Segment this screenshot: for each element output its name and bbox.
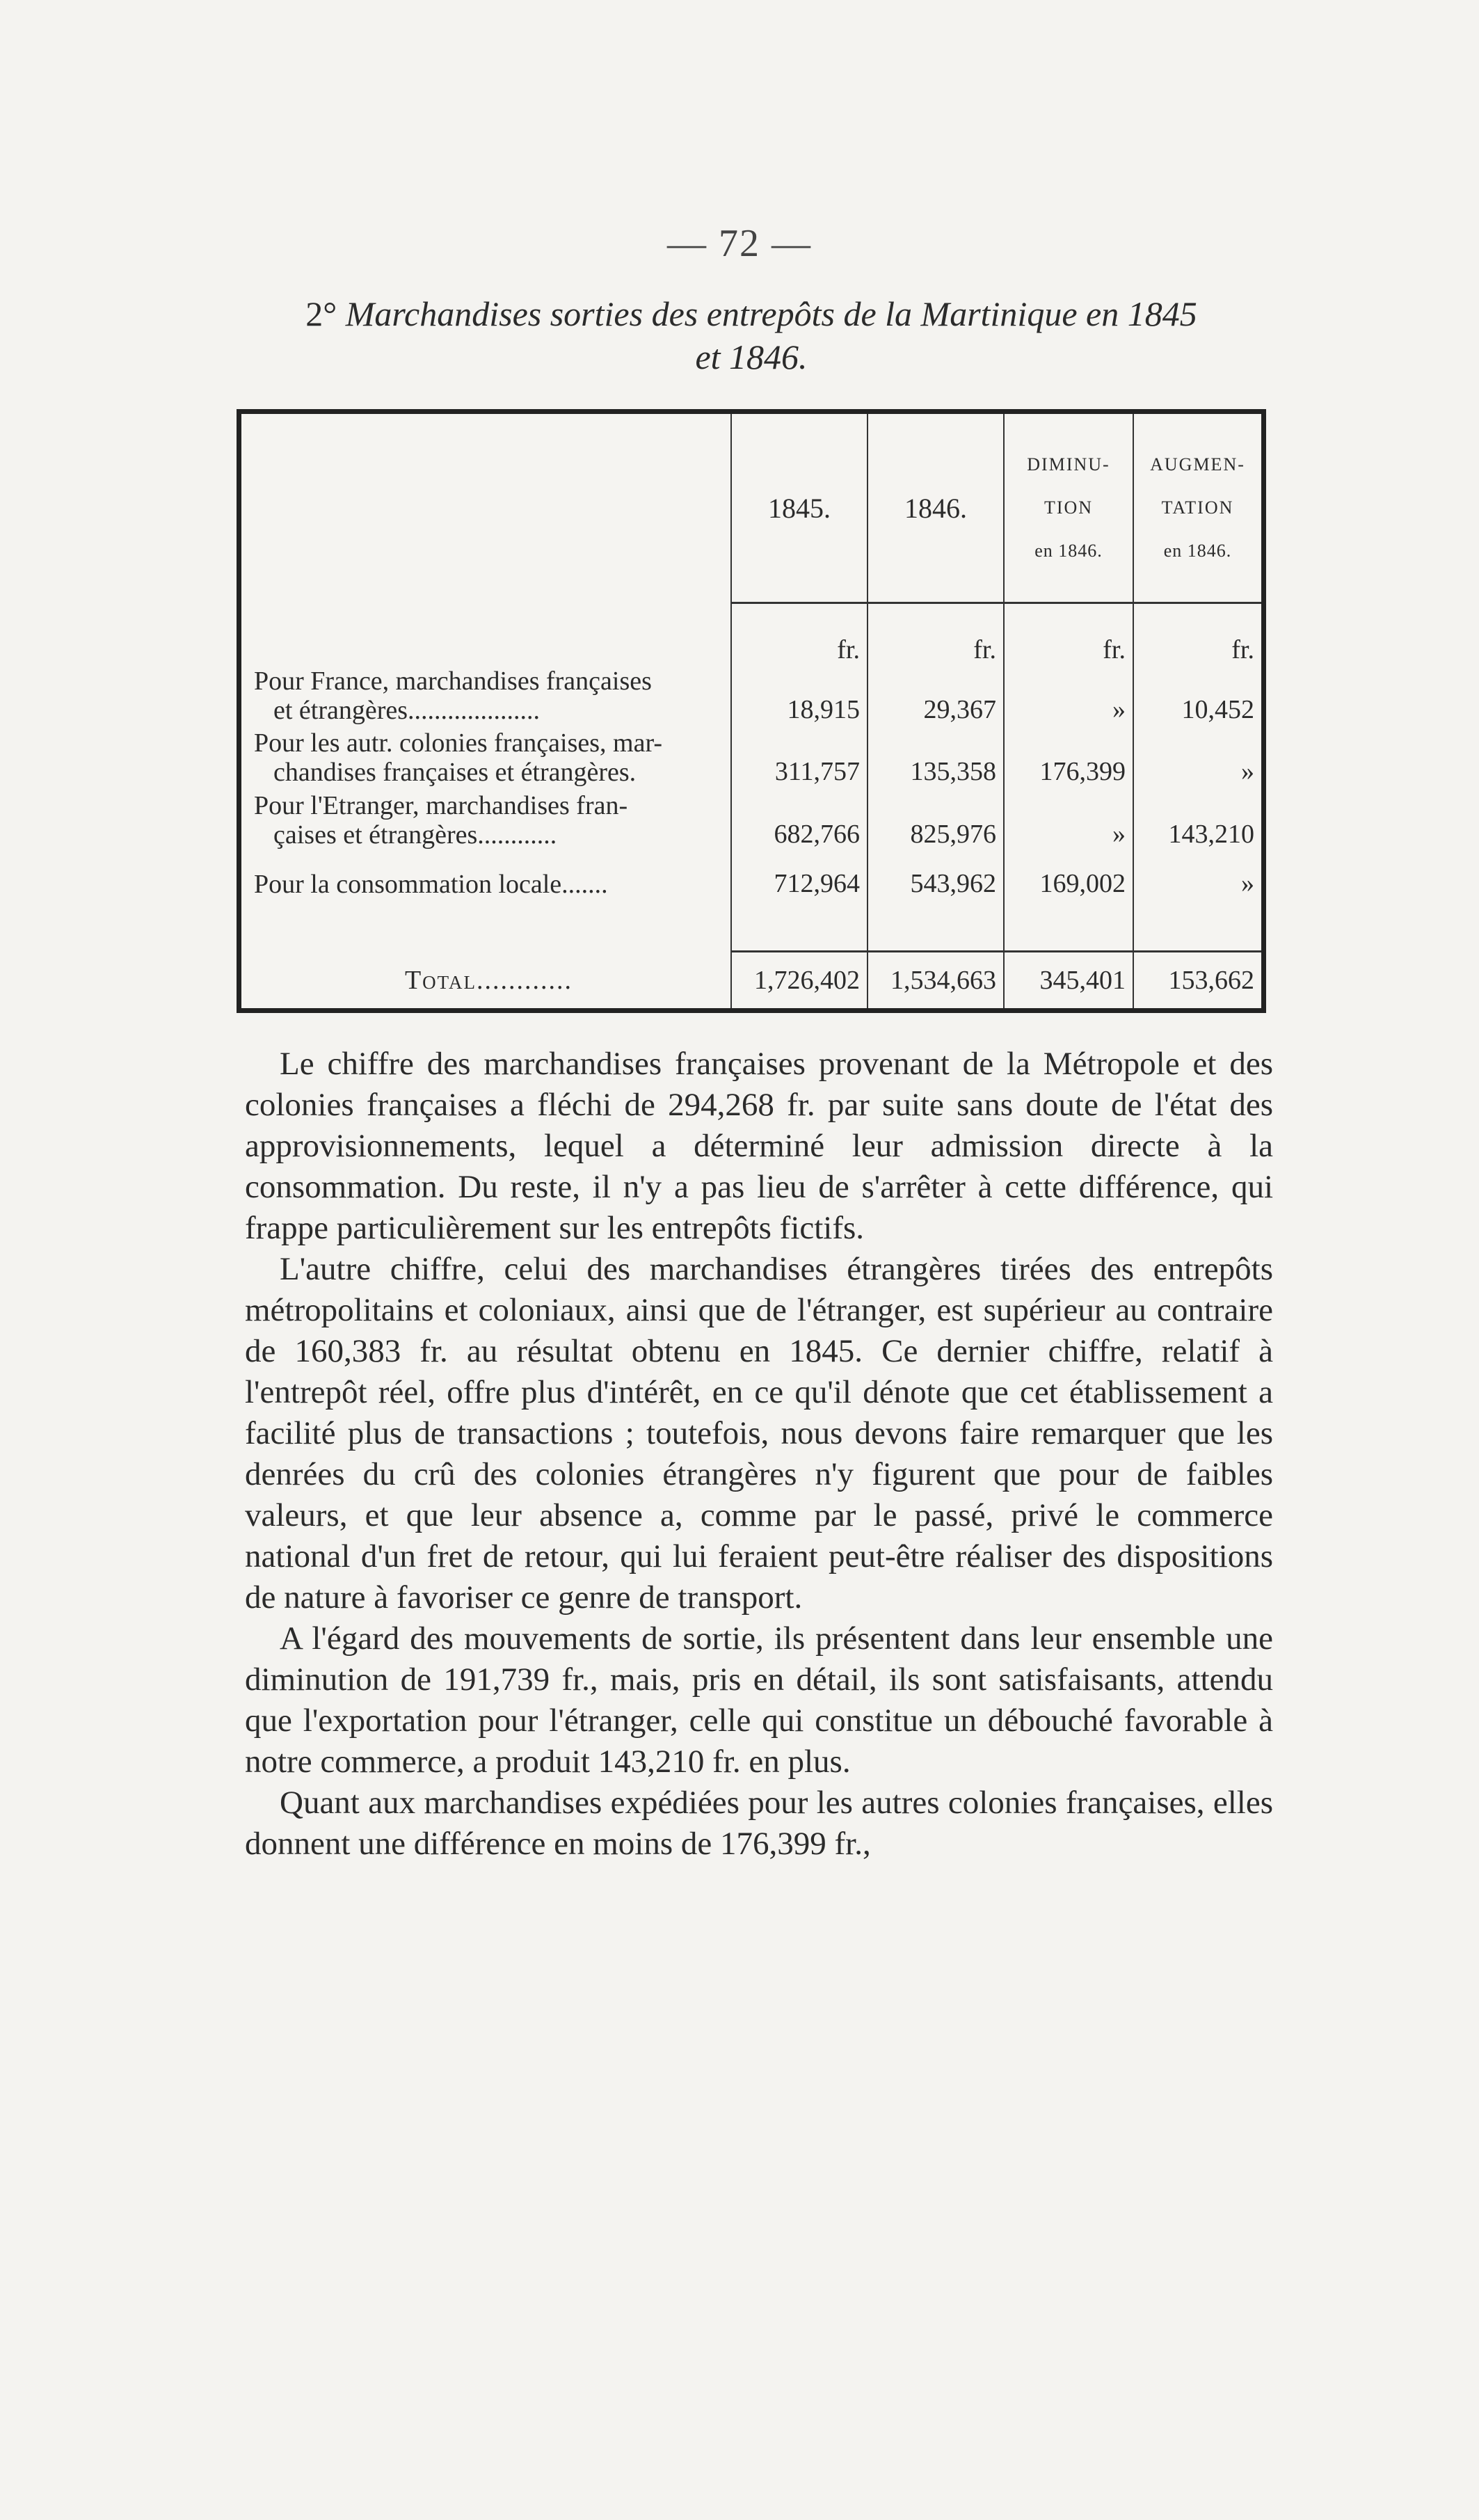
cell-aug: »: [1133, 728, 1261, 790]
caption-title-line2: et 1846.: [695, 337, 808, 376]
header-label-cell: [241, 414, 731, 603]
unit-1845: fr.: [731, 604, 868, 665]
cell-1846: 543,962: [868, 852, 1004, 902]
table-caption: [230, 292, 1273, 378]
cell-dim: »: [1004, 790, 1133, 852]
cell-aug: 143,210: [1133, 790, 1261, 852]
cell-dim: 169,002: [1004, 852, 1133, 902]
paragraph-3: A l'égard des mouvements de sortie, ils présentent dans leur ensemble une diminution de 191,739 fr., mais, pris en détail, ils sont satisfaisants, attendu que l'exportation pour l'étranger, celle qui constitue un débouché favorable à notre commerce, a produit 143,210 fr. en plus.: [245, 1620, 1273, 1780]
unit-row: [241, 604, 1261, 665]
row-label: Pour les autr. colonies françaises, mar- chandises françaises et étrangères.: [254, 728, 662, 788]
table-header-row: [241, 414, 1261, 603]
cell-1846: 825,976: [868, 790, 1004, 852]
total-1846: 1,534,663: [868, 952, 1004, 1008]
row-label: Pour la consommation locale.......: [254, 869, 608, 899]
exports-table: [237, 409, 1266, 1013]
total-aug: 153,662: [1133, 952, 1261, 1008]
table-row: [241, 665, 1261, 728]
page-number: — 72 —: [667, 222, 812, 265]
body-text: [245, 1044, 1273, 1865]
unit-aug: fr.: [1133, 604, 1261, 665]
row-label: Pour l'Etranger, marchandises fran- çaises et étrangères............: [254, 790, 628, 850]
caption-number: 2°: [305, 294, 337, 333]
table-row: [241, 852, 1261, 902]
cell-1845: 682,766: [731, 790, 868, 852]
cell-dim: 176,399: [1004, 728, 1133, 790]
cell-1846: 135,358: [868, 728, 1004, 790]
header-1846: 1846.: [868, 414, 1004, 603]
caption-title-line1: Marchandises sorties des entrepôts de la Martinique en 1845: [345, 294, 1197, 333]
total-1845: 1,726,402: [731, 952, 868, 1008]
cell-1845: 18,915: [731, 665, 868, 728]
cell-dim: »: [1004, 665, 1133, 728]
cell-1845: 712,964: [731, 852, 868, 902]
paragraph-4: Quant aux marchandises expédiées pour les autres colonies françaises, elles donnent une différence en moins de 176,399 fr.,: [245, 1785, 1273, 1862]
unit-1846: fr.: [868, 604, 1004, 665]
unit-dim: fr.: [1004, 604, 1133, 665]
cell-1845: 311,757: [731, 728, 868, 790]
table-row: [241, 790, 1261, 852]
row-label: Pour France, marchandises françaises et étrangères....................: [254, 666, 652, 725]
header-augmentation: AUGMEN- TATION en 1846.: [1133, 414, 1261, 603]
cell-1846: 29,367: [868, 665, 1004, 728]
table-row: [241, 728, 1261, 790]
total-label: Total............: [404, 966, 573, 995]
total-dim: 345,401: [1004, 952, 1133, 1008]
paragraph-2: L'autre chiffre, celui des marchandises étrangères tirées des entrepôts métropolitains et coloniaux, ainsi que de l'étranger, est supérieur au contraire de 160,383 fr. au résultat obtenu en 1845. Ce dernier chiffre, relatif à l'entrepôt réel, offre plus d'intérêt, en ce qu'il dénote que cet établissement a facilité plus de transactions ; toutefois, nous devons faire remarquer que les denrées du crû des colonies étrangères n'y figurent que pour de faibles valeurs, et que leur absence a, comme par le passé, privé le commerce national d'un fret de retour, qui lui feraient peut-être réaliser des dispositions de nature à favoriser ce genre de transport.: [245, 1251, 1273, 1616]
header-diminution: DIMINU- TION en 1846.: [1004, 414, 1133, 603]
paragraph-1: Le chiffre des marchandises françaises provenant de la Métropole et des colonies françaises a fléchi de 294,268 fr. par suite sans doute de l'état des approvisionnements, lequel a déterminé leur admission directe à la consommation. Du reste, il n'y a pas lieu de s'arrêter à cette différence, qui frappe particulièrement sur les entrepôts fictifs.: [245, 1046, 1273, 1246]
cell-aug: 10,452: [1133, 665, 1261, 728]
cell-aug: »: [1133, 852, 1261, 902]
total-row: [241, 952, 1261, 1008]
header-1845: 1845.: [731, 414, 868, 603]
